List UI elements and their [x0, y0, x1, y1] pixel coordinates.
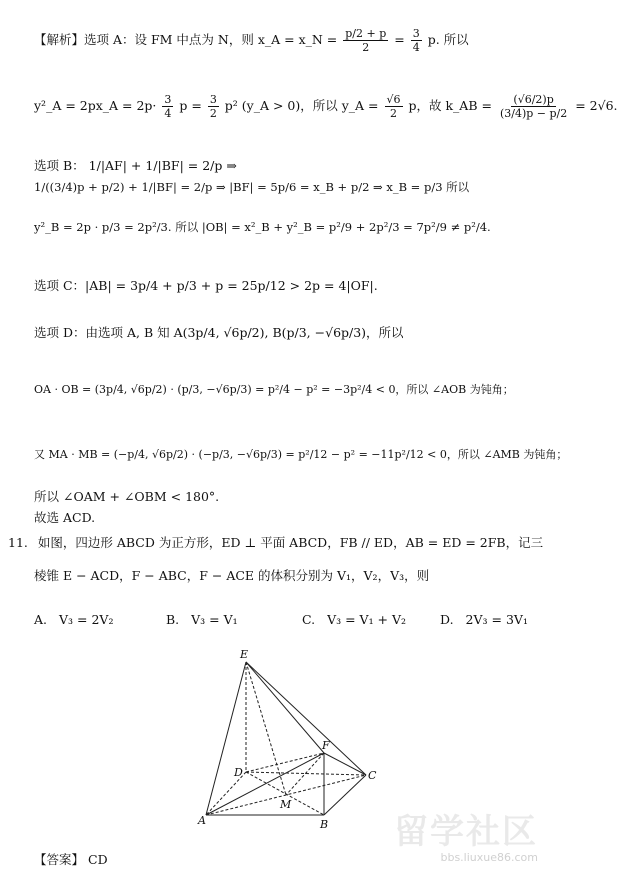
edge-fc — [324, 753, 366, 775]
option-b-equation-2: 1/((3/4)p + p/2) + 1/|BF| = 2/p ⇒ |BF| = 5p/6 = x_B + p/2 ⇒ x_B = p/3 所以 — [34, 180, 470, 194]
option-b-equation-1: 1/|AF| + 1/|BF| = 2/p ⇒ — [88, 158, 237, 173]
analysis-line-4 — [34, 222, 491, 234]
analysis-line-1 — [34, 28, 469, 53]
question-number: 11. — [8, 535, 28, 550]
analysis-line-3 — [34, 160, 237, 173]
edge-ea — [206, 662, 246, 815]
option-text: V₃ = V₁ + V₂ — [327, 612, 407, 627]
point-label-a: A — [198, 814, 206, 827]
point-label-d: D — [234, 766, 243, 779]
dot-product-oa-ob: OA · OB = (3p/4, √6p/2) · (p/3, −√6p/3) = p²/4 − p² = −3p²/4 < 0，所以 ∠AOB 为钝角； — [34, 383, 514, 396]
fraction-numerator: 3 — [164, 93, 172, 106]
analysis-line-3b — [34, 182, 469, 194]
option-c-text: 选项 C：|AB| = 3p/4 + p/3 + p = 25p/12 > 2p = 4|OF|. — [34, 278, 378, 293]
fraction-numerator: 3 — [209, 93, 217, 106]
fraction-numerator: p/2 + p — [345, 27, 387, 40]
result-numerator: 3 — [412, 27, 420, 40]
point-label-m: M — [280, 798, 292, 811]
fraction-3-4 — [162, 94, 173, 119]
watermark-brand: 留学社区 — [394, 812, 538, 852]
option-d — [440, 612, 528, 627]
fraction-denominator: (3/4)p − p/2 — [499, 107, 568, 120]
question-text-1: 如图，四边形 ABCD 为正方形，ED ⊥ 平面 ABCD，FB // ED，AB = ED = 2FB，记三 — [37, 535, 544, 550]
slope-fraction — [498, 94, 569, 119]
point-label-e: E — [240, 648, 249, 661]
fraction-denominator: 2 — [362, 41, 370, 54]
point-label-f: F — [322, 739, 330, 752]
fraction-denominator: 2 — [390, 107, 397, 120]
option-label: C. — [302, 612, 316, 627]
option-a — [34, 612, 113, 627]
option-text: V₃ = V₁ — [191, 612, 238, 627]
edge-bc — [324, 775, 366, 815]
fraction-numerator: √6 — [386, 93, 401, 106]
ya-tail: p² (y_A > 0)，所以 y_A = — [224, 98, 379, 113]
fraction-numerator: (√6/2)p — [513, 93, 554, 106]
result-fraction — [411, 28, 422, 53]
analysis-line-10 — [34, 512, 95, 525]
question-text-2: 棱锥 E − ACD，F − ABC，F − ACE 的体积分别为 V₁，V₂，V₃，则 — [34, 568, 430, 583]
option-b-label: 选项 B： — [34, 158, 85, 173]
option-text: V₃ = 2V₂ — [59, 612, 114, 627]
dot-product-ma-mb: 又 MA · MB = (−p/4, √6p/2) · (−p/3, −√6p/3) = p²/12 − p² = −11p²/12 < 0，所以 ∠AMB 为钝角； — [34, 448, 568, 461]
option-text: 2V₃ = 3V₁ — [465, 612, 528, 627]
edge-ef — [246, 662, 324, 753]
answer-line — [34, 850, 108, 868]
question-line-1 — [8, 537, 543, 550]
fraction-3-2 — [208, 94, 219, 119]
answer-value: CD — [88, 852, 108, 867]
final-choice: 故选 ACD. — [34, 510, 96, 525]
pyramid-figure — [196, 640, 386, 830]
line1-tail: p. 所以 — [427, 32, 469, 47]
option-label: D. — [440, 612, 454, 627]
watermark — [394, 804, 538, 864]
option-label: B. — [166, 612, 180, 627]
option-b-conclusion: y²_B = 2p · p/3 = 2p²/3. 所以 |OB| = x²_B + y²_B = p²/9 + 2p²/3 = 7p²/9 ≠ p²/4. — [34, 220, 491, 234]
watermark-url: bbs.liuxue86.com — [440, 851, 538, 864]
midpoint-fraction — [343, 28, 388, 53]
option-c — [302, 612, 406, 627]
point-label-b: B — [320, 818, 329, 831]
option-d-text: 选项 D：由选项 A, B 知 A(3p/4, √6p/2), B(p/3, −√6p/3)，所以 — [34, 325, 404, 340]
point-label-c: C — [368, 769, 377, 782]
option-label: A. — [34, 612, 48, 627]
ya-mid: p = — [179, 98, 202, 113]
analysis-line-5 — [34, 280, 378, 293]
edge-ec — [246, 662, 366, 775]
fraction-sqrt6-2 — [385, 94, 403, 119]
fraction-denominator: 2 — [209, 107, 217, 120]
result-denominator: 4 — [412, 41, 420, 54]
analysis-line-8 — [34, 449, 567, 460]
slope-label: p，故 k_AB = — [408, 98, 492, 113]
option-b — [166, 612, 238, 627]
edge-af — [206, 753, 324, 815]
analysis-line-6 — [34, 327, 404, 340]
edge-df-hidden — [246, 753, 324, 772]
analysis-line-2 — [34, 94, 618, 119]
slope-result: = 2√6. — [575, 98, 618, 113]
analysis-line-7 — [34, 384, 514, 395]
question-line-2 — [34, 570, 429, 583]
xa-expression: x_A = x_N = — [257, 32, 338, 47]
answer-label: 【答案】 — [34, 852, 85, 867]
analysis-intro: 【解析】选项 A：设 FM 中点为 N，则 — [34, 32, 254, 47]
ya-expression: y²_A = 2px_A = 2p· — [34, 98, 157, 113]
fraction-denominator: 4 — [164, 107, 172, 120]
angle-sum-conclusion: 所以 ∠OAM + ∠OBM < 180°. — [34, 489, 220, 504]
analysis-line-9 — [34, 491, 219, 504]
equals-sign: = — [394, 32, 405, 47]
